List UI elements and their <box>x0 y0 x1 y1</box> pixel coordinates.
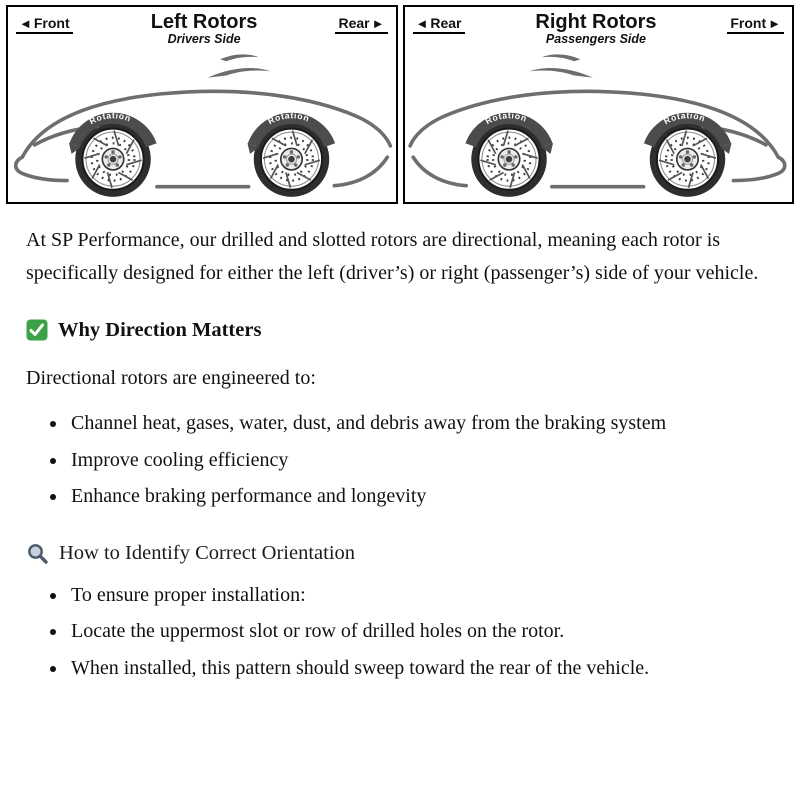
list-item: • Improve cooling efficiency <box>68 444 774 478</box>
direction-label-rear <box>335 15 387 34</box>
section-heading-why-direction-matters <box>26 317 774 344</box>
direction-label-text: Rear <box>430 15 462 31</box>
svg-text:Rotation: Rotation <box>661 110 707 126</box>
rotor-direction-diagram <box>0 0 800 206</box>
magnifier-icon <box>26 542 49 565</box>
intro-paragraph: At SP Performance, our drilled and slotted rotors are directional, meaning each rotor is specifically designed for either the left (driver’s) or right (passenger’s) side of your vehicle. <box>26 228 759 285</box>
svg-text:Rotation: Rotation <box>483 110 529 126</box>
list-item: • Locate the uppermost slot or row of drilled holes on the rotor. <box>68 615 774 649</box>
panel-title: Right Rotors <box>535 11 657 33</box>
panel-subtitle: Drivers Side <box>167 32 241 46</box>
direction-label-rear <box>413 15 465 34</box>
right-panel-header <box>405 7 793 47</box>
panel-title: Left Rotors <box>150 11 258 33</box>
car-body-mirrored <box>410 54 785 197</box>
section-heading-text: How to Identify Correct Orientation <box>59 541 356 564</box>
direction-label-front <box>16 15 73 34</box>
list-item: • Channel heat, gases, water, dust, and debris away from the braking system <box>68 407 774 441</box>
panel-title-block <box>465 11 728 47</box>
arrow-left-icon: ◄ <box>415 15 429 31</box>
svg-text:Rotation: Rotation <box>87 110 133 126</box>
panel-subtitle: Passengers Side <box>545 32 646 46</box>
arrow-right-icon: ► <box>371 15 385 31</box>
arrow-left-icon: ◄ <box>19 15 32 31</box>
direction-label-text: Front <box>33 15 70 31</box>
why-direction-bullet-list <box>26 407 774 514</box>
list-item: • When installed, this pattern should sweep toward the rear of the vehicle. <box>68 652 774 686</box>
direction-label-front <box>727 15 784 34</box>
identify-orientation-bullet-list <box>26 579 774 686</box>
right-rotors-panel <box>403 5 795 204</box>
left-car-illustration <box>8 47 396 202</box>
direction-label-text: Rear <box>338 15 370 31</box>
left-panel-header <box>8 7 396 47</box>
arrow-right-icon: ► <box>768 15 781 31</box>
section-heading-text: Why Direction Matters <box>58 318 262 341</box>
list-item: • To ensure proper installation: <box>68 579 774 613</box>
svg-text:Rotation: Rotation <box>266 110 312 126</box>
lead-paragraph: Directional rotors are engineered to: <box>26 366 316 389</box>
article-body <box>0 206 800 708</box>
car-body <box>16 54 391 197</box>
section-heading-identify-orientation <box>26 540 774 567</box>
list-item: • Enhance braking performance and longevity <box>68 480 774 514</box>
left-rotors-panel <box>6 5 398 204</box>
check-icon <box>26 319 48 341</box>
panel-title-block <box>73 11 336 47</box>
right-car-illustration <box>405 47 793 202</box>
direction-label-text: Front <box>730 15 767 31</box>
